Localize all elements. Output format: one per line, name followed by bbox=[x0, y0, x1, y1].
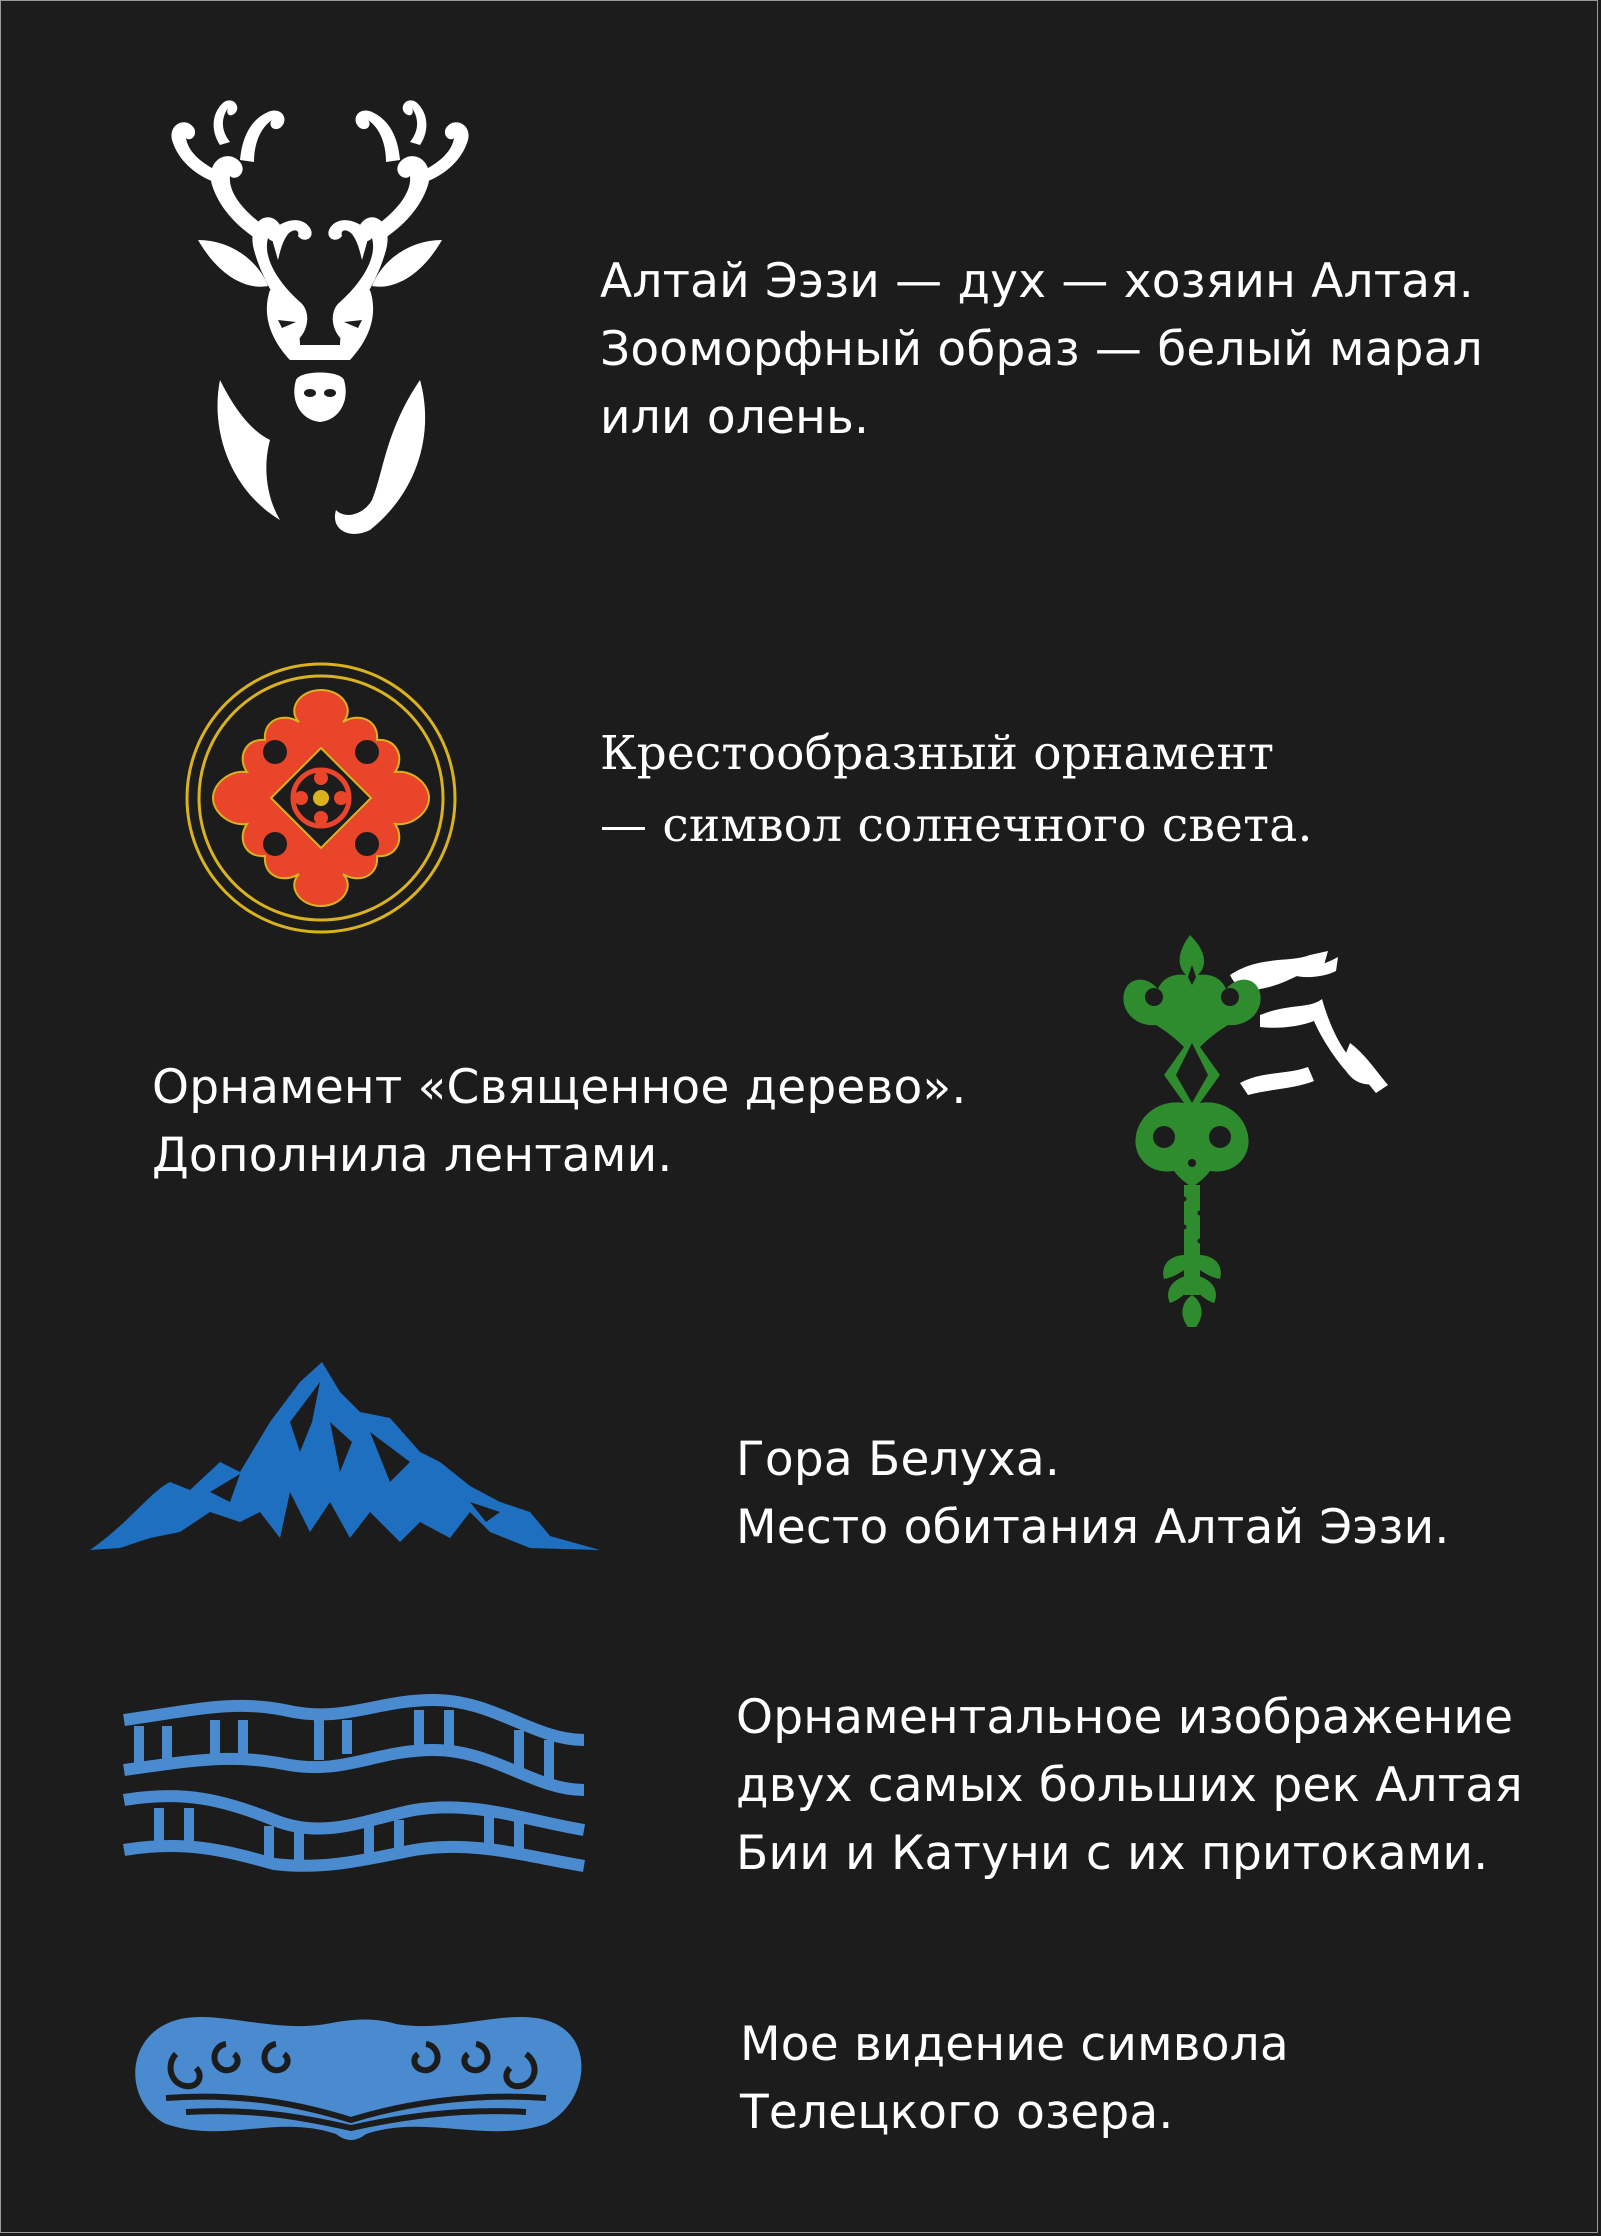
tree-caption bbox=[152, 1054, 967, 1190]
deer-caption bbox=[600, 248, 1483, 452]
caption-line: Орнаментальное изображение bbox=[736, 1690, 1514, 1745]
caption-line: Телецкого озера. bbox=[740, 2085, 1174, 2140]
rivers-caption bbox=[736, 1684, 1523, 1888]
mountain-icon bbox=[90, 1362, 600, 1552]
deer-spirit-icon bbox=[150, 90, 490, 540]
caption-line: — символ солнечного света. bbox=[600, 798, 1313, 853]
caption-line: Место обитания Алтай Ээзи. bbox=[736, 1500, 1450, 1555]
caption-line: Зооморфный образ — белый марал bbox=[600, 322, 1483, 377]
lake-ornament-icon bbox=[126, 1994, 586, 2144]
caption-line: или олень. bbox=[600, 390, 870, 445]
caption-line: Крестообразный орнамент bbox=[600, 726, 1275, 781]
caption-line: Орнамент «Священное дерево». bbox=[152, 1060, 967, 1115]
caption-line: Бии и Катуни с их притоками. bbox=[736, 1826, 1489, 1881]
rivers-ornament-icon bbox=[114, 1680, 596, 1870]
caption-line: Гора Белуха. bbox=[736, 1432, 1060, 1487]
lake-caption bbox=[740, 2011, 1289, 2147]
cross-caption bbox=[600, 718, 1313, 862]
cross-ornament-icon bbox=[183, 660, 459, 936]
caption-line: Дополнила лентами. bbox=[152, 1128, 673, 1183]
mountain-caption bbox=[736, 1426, 1449, 1562]
caption-line: Мое видение символа bbox=[740, 2017, 1289, 2072]
caption-line: Алтай Ээзи — дух — хозяин Алтая. bbox=[600, 254, 1474, 309]
caption-line: двух самых больших рек Алтая bbox=[736, 1758, 1523, 1813]
sacred-tree-icon bbox=[1110, 935, 1470, 1360]
